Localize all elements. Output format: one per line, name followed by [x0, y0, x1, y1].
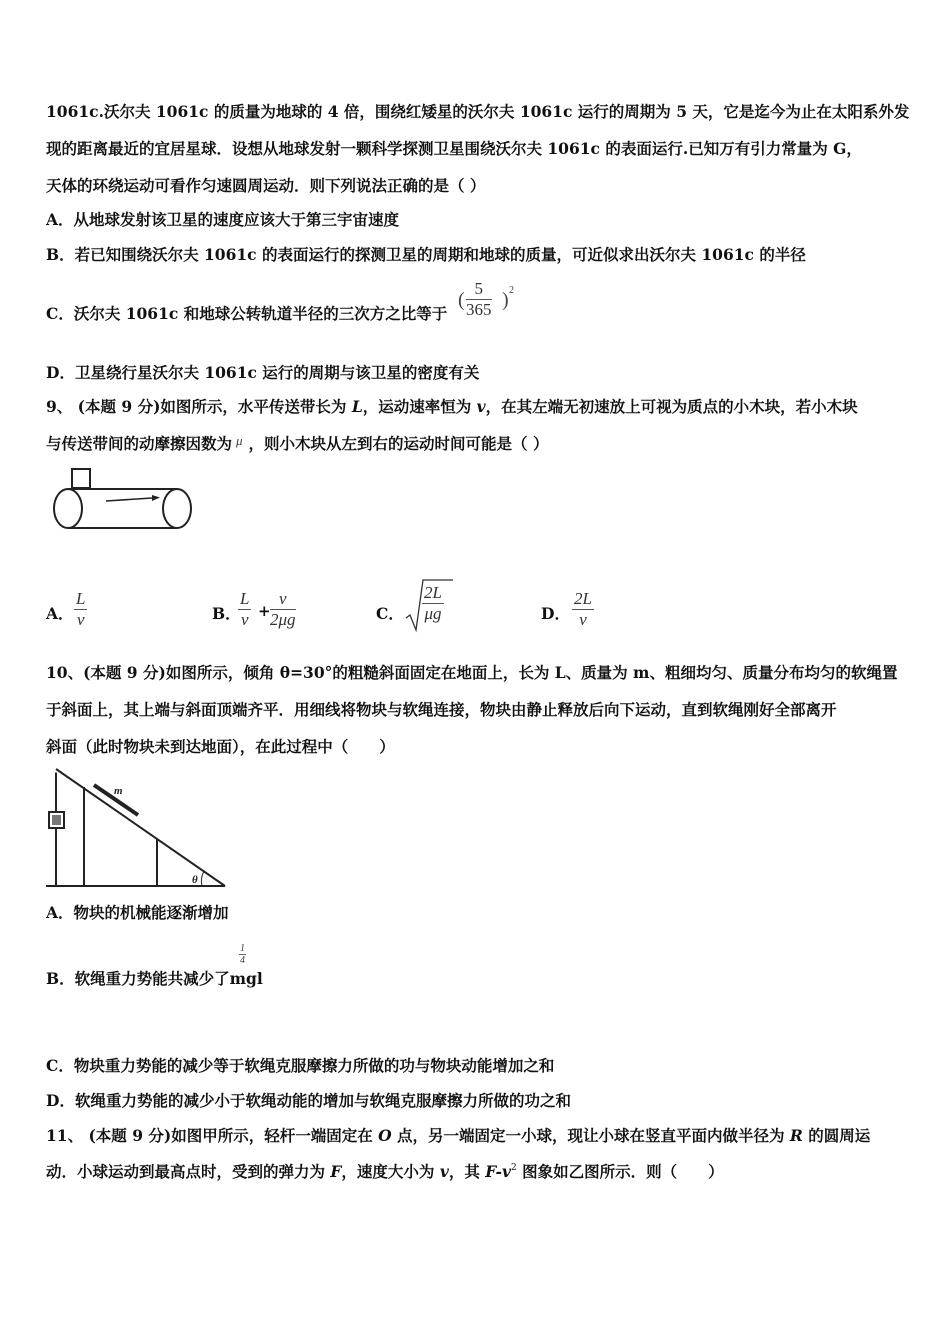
belt-arrow-icon — [106, 498, 152, 501]
q8-option-a: A．从地球发射该卫星的速度应该大于第三宇宙速度 — [46, 210, 400, 229]
incline-figure — [44, 767, 229, 891]
q8-c-denominator: 365 — [466, 300, 492, 319]
q8-stem-line1: 1061c.沃尔夫 1061c 的质量为地球的 4 倍，围绕红矮星的沃尔夫 1061c 运行的周期为 5 天，它是迄今为止在太阳系外发 — [46, 102, 910, 121]
mass-label: m — [114, 785, 123, 797]
q9-option-b-fraction1: $\frac{L}{v}$ — [240, 589, 250, 629]
q9-option-d-fraction: $\frac{2L}{v}$ — [574, 589, 592, 629]
q9-option-c-fraction: $\frac{2L}{\mu g}$ — [424, 583, 442, 623]
q8-option-d: D．卫星绕行星沃尔夫 1061c 运行的周期与该卫星的密度有关 — [46, 363, 480, 382]
q10-option-d: D．软绳重力势能的减少小于软绳动能的增加与软绳克服摩擦力所做的功之和 — [46, 1091, 571, 1110]
q8-option-c: C．沃尔夫 1061c 和地球公转轨道半径的三次方之比等于 — [46, 304, 448, 323]
q9-option-d-label: D． — [541, 604, 570, 623]
angle-label: θ — [192, 874, 198, 886]
q11-stem-line1: 11、 (本题 9 分)如图甲所示，轻杆一端固定在 O 点，另一端固定一小球，现让小球在竖直平面内做半径为 R 的圆周运 — [46, 1126, 871, 1145]
q9-option-a-label: A． — [46, 604, 74, 623]
q9-stem-line1: 9、 (本题 9 分)如图所示，水平传送带长为 L，运动速率恒为 v，在其左端无初速放上可视为质点的小木块，若小木块 — [46, 397, 858, 416]
q10-option-b-fraction: 1 4 — [240, 943, 245, 966]
q8-c-exponent: 2 — [509, 285, 514, 296]
q8-stem-line3: 天体的环绕运动可看作匀速圆周运动．则下列说法正确的是（ ） — [46, 176, 486, 195]
wooden-block — [72, 469, 90, 488]
q9-option-b-plus: + — [258, 602, 271, 620]
conveyor-belt-figure — [50, 467, 195, 532]
q9-stem-line2: 与传送带间的动摩擦因数为 $^\mu$ ，则小木块从左到右的运动时间可能是（ ） — [46, 433, 549, 453]
q10-stem-line1: 10、(本题 9 分)如图所示，倾角 θ=30°的粗糙斜面固定在地面上，长为 L、质量为 m、粗细均匀、质量分布均匀的软绳置 — [46, 663, 898, 682]
q8-stem-line2: 现的距离最近的宜居星球．设想从地球发射一颗科学探测卫星围绕沃尔夫 1061c 的表面运行.已知万有引力常量为 G， — [46, 139, 862, 158]
q11-stem-line2: 动．小球运动到最高点时，受到的弹力为 F，速度大小为 v，其 $F-v^2$ 图象如乙图所示．则（ ） — [46, 1162, 724, 1181]
q9-option-b-fraction2: $\frac{v}{2\mu g}$ — [270, 589, 296, 629]
q8-c-numerator: 5 — [466, 279, 492, 300]
q10-option-a: A．物块的机械能逐渐增加 — [46, 903, 229, 922]
q9-option-a-fraction: $\frac{L}{v}$ — [76, 589, 86, 629]
q9-option-c-label: C． — [376, 604, 404, 623]
q8-option-b: B．若已知围绕沃尔夫 1061c 的表面运行的探测卫星的周期和地球的质量，可近似求出沃尔夫 1061c 的半径 — [46, 245, 806, 264]
q9-option-b-label: B． — [212, 604, 241, 623]
q10-option-b: B．软绳重力势能共减少了mgl — [46, 969, 263, 988]
q10-stem-line3: 斜面（此时物块未到达地面），在此过程中（ ） — [46, 737, 395, 756]
q10-stem-line2: 于斜面上，其上端与斜面顶端齐平．用细线将物块与软绳连接，物块由静止释放后向下运动，直到软绳刚好全部离开 — [46, 700, 837, 719]
q10-option-c: C．物块重力势能的减少等于软绳克服摩擦力所做的功与物块动能增加之和 — [46, 1056, 555, 1075]
